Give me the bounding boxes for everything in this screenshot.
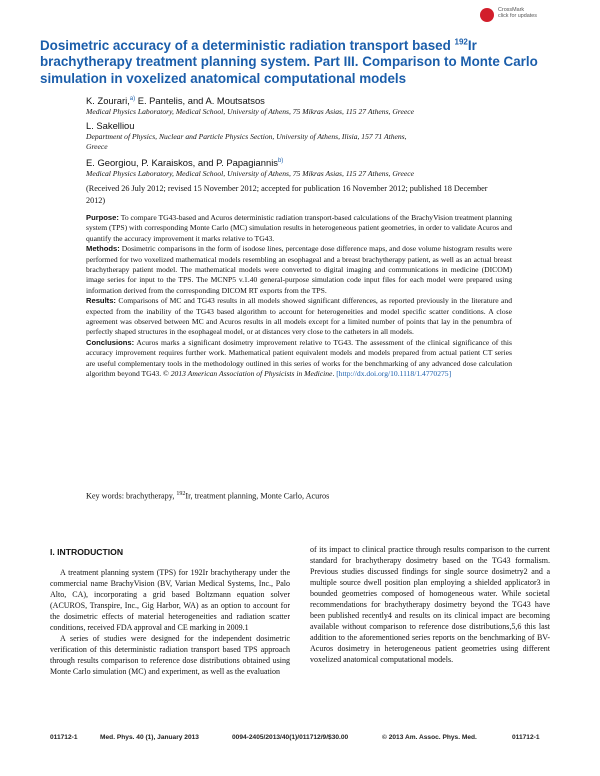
paragraph: A series of studies were designed for the independent dosimetric verification of this deterministic radiation transport based TPS approach through results comparison to reference dose distributions obtained using Monte Carlo simulation (MC) and experiment, as well as the evaluation (50, 634, 290, 676)
footer-issn: 0094-2405/2013/40(1)/011712/9/$30.00 (232, 734, 349, 741)
footer-journal: Med. Phys. 40 (1), January 2013 (100, 734, 199, 741)
body-left-column (50, 567, 290, 677)
copyright-notice: 2013 American Association of Physicists in Medicine (170, 369, 333, 379)
abstract-results: Results: Comparisons of MC and TG43 results in all models showed significant differences, as reported previously in the literature and expected from the inability of the TG43 based algorithm to account for heterogeneities and model specific scatter conditions. A close agreement was observed between MC and Acuros results in all models except for a limited number of points that lay in the penumbra of perfectly shaped structures in the esophageal model, or at distances very close to the catheters in all models. (86, 296, 512, 337)
received-dates: (Received 26 July 2012; revised 15 November 2012; accepted for publication 16 November 2012; published 18 December 2012) (86, 184, 488, 205)
author-line-3: E. Georgiou, P. Karaiskos, and P. Papagiannis$^{b)}$ (86, 157, 284, 168)
abstract-methods: Methods: Dosimetric comparisons in the form of isodose lines, percentage dose difference maps, and dose volume histogram results were performed for two voxelized mathematical models resembling an esophageal and a breast brachytherapy patient, as well as an actual breast brachytherapy patient model. The mathematical models were converted to digital imaging and communications in medicine (DICOM) image series for input to the TPS. The MCNP5 v.1.40 general-purpose simulation code input files for each model were prepared using information derived from the corresponding DICOM RT exports from the TPS. (86, 244, 512, 295)
footer-page-right: 011712-1 (512, 734, 540, 741)
affiliation-3: Medical Physics Laboratory, Medical School, University of Athens, 75 Mikras Asias, 115 27 Athens, Greece (86, 169, 414, 178)
abstract (86, 213, 512, 380)
paper-title: Dosimetric accuracy of a deterministic radiation transport based $^{192}$Ir brachytherapy treatment planning system. Part III. Comparison to Monte Carlo simulation in voxelized anatomical computational models (40, 37, 538, 86)
affiliation-2: Department of Physics, Nuclear and Particle Physics Section, University of Athens, Ilisia, 157 71 Athens, Greece (86, 132, 407, 151)
footer-page-left: 011712-1 (50, 734, 78, 741)
keywords: Key words: brachytherapy, $^{192}$Ir, treatment planning, Monte Carlo, Acuros (86, 491, 330, 501)
crossmark-label: CrossMark click for updates (498, 7, 537, 19)
affiliation-1: Medical Physics Laboratory, Medical School, University of Athens, 75 Mikras Asias, 115 27 Athens, Greece (86, 107, 414, 116)
crossmark-icon (480, 8, 494, 22)
doi-link[interactable]: [http://dx.doi.org/10.1118/1.4770275] (336, 369, 452, 379)
paragraph: of its impact to clinical practice through results comparison to the current standard for brachytherapy dosimetry based on the TG43 formalism. Previous studies discussed findings for single source dosimetry2 and a multiple source dwell position plan employing a shielded applicator3 in bounded geometries composed of homogeneous water. While societal recommendations for brachytherapy dosimetry beyond the TG43 have been published recently4 and results on its clinical impact are becoming available without comparison to reference dose distributions,5,6 this last addition to the aforementioned series reports on the benchmarking of BV-Acuros dosimetry in heterogeneous patient geometries using different voxelized anatomical computational models. (310, 545, 550, 664)
footer-copyright: © 2013 Am. Assoc. Phys. Med. (382, 734, 477, 741)
abstract-purpose: Purpose: To compare TG43-based and Acuros deterministic radiation transport-based calculations of the BrachyVision treatment planning system (TPS) with corresponding Monte Carlo (MC) simulation results in heterogeneous patient geometries, in order to validate Acuros and quantify the accuracy improvement it marks relative to TG43. (86, 213, 512, 243)
paragraph: A treatment planning system (TPS) for 192Ir brachytherapy under the commercial name BrachyVision (BV, Varian Medical Systems, Inc., Palo Alto, CA), incorporating a grid based Boltzmann equation solver (ACUROS, Transpire, Inc., Gig Harbor, WA) as an option to account for the dosimetric effects of material heterogeneities and radiation scatter conditions, received FDA approval and CE marking in 2009.1 (50, 568, 290, 632)
section-heading: I. INTRODUCTION (50, 547, 124, 557)
author-line-2: L. Sakelliou (86, 120, 135, 131)
author-line-1: K. Zourari,$^{a)}$ E. Pantelis, and A. Moutsatsos (86, 95, 265, 106)
body-right-column (310, 544, 550, 665)
abstract-conclusions: Conclusions: Acuros marks a significant dosimetry improvement relative to TG43. The assessment of the clinical significance of this accuracy improvement requires further work. Mathematical patient equivalent models and models prepared from actual patient CT series are useful complementary tools in the methodology outlined in this series of works for the benchmarking of any advanced dose calculation algorithm beyond TG43. © 2013 American Association of Physicists in Medicine. [http://dx.doi.org/10.1118/1.4770275] (86, 337, 512, 379)
crossmark-logo[interactable] (480, 6, 560, 26)
